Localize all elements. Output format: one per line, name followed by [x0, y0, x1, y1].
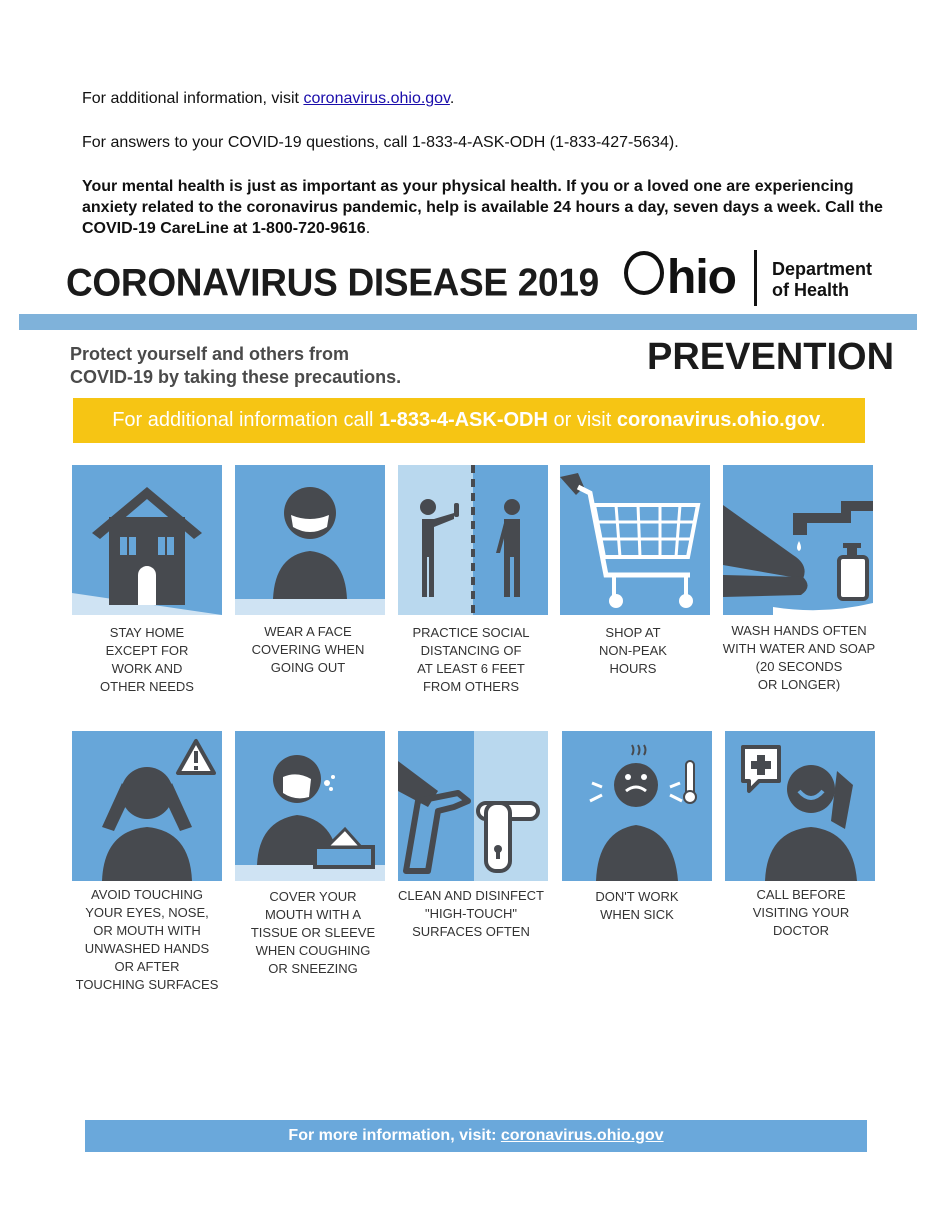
- info-suffix: .: [449, 90, 455, 107]
- mental-health-paragraph: [82, 176, 892, 239]
- banner-phone: 1-833-4-ASK-ODH: [379, 409, 548, 431]
- mental-health-text: Your mental health is just as important as your physical health. If you or a loved one are experiencing anxiety related to the coronavirus pandemic, help is available 24 hours a day, seven days a week. Call the COVID-19 CareLine at 1-800-720-9616: [82, 178, 883, 237]
- prevention-heading: PREVENTION: [647, 336, 895, 378]
- dept-line-1: Department: [772, 259, 873, 279]
- logo-divider: [754, 250, 757, 306]
- ohio-logo: [624, 250, 736, 305]
- shopping-cart-icon: [560, 465, 710, 615]
- caption-face-covering: WEAR A FACE COVERING WHEN GOING OUT: [251, 624, 365, 675]
- face-mask-icon: [235, 465, 385, 615]
- hand-washing-icon: [723, 465, 873, 615]
- footer-prefix: For more information, visit:: [288, 1127, 501, 1144]
- caption-clean-disinfect: CLEAN AND DISINFECT "HIGH-TOUCH" SURFACES OFTEN: [398, 888, 544, 939]
- caption-dont-work-sick: DON'T WORK WHEN SICK: [595, 889, 679, 922]
- house-icon: [72, 465, 222, 615]
- dept-line-2: of Health: [772, 280, 850, 300]
- banner-suffix: .: [820, 409, 826, 431]
- caption-cover-mouth: COVER YOUR MOUTH WITH A TISSUE OR SLEEVE WHEN COUGHING OR SNEEZING: [250, 889, 376, 976]
- info-prefix: For additional information, visit: [82, 90, 304, 107]
- call-doctor-icon: [725, 731, 875, 881]
- questions-line: For answers to your COVID-19 questions, call 1-833-4-ASK-ODH (1-833-427-5634).: [82, 134, 679, 151]
- protect-text: [70, 343, 401, 389]
- social-distance-icon: [398, 465, 548, 615]
- banner-mid: or visit: [547, 409, 617, 431]
- protect-line-1: Protect yourself and others from: [70, 344, 350, 364]
- caption-avoid-touching: AVOID TOUCHING YOUR EYES, NOSE, OR MOUTH WITH UNWASHED HANDS OR AFTER TOUCHING SURFACES: [75, 887, 219, 992]
- ohio-logo-word: hio: [667, 251, 736, 304]
- banner-prefix: For additional information call: [112, 409, 380, 431]
- ohio-logo-o-icon: [624, 251, 664, 295]
- mental-health-suffix: .: [365, 220, 371, 237]
- caption-wash-hands: WASH HANDS OFTEN WITH WATER AND SOAP (20 SECONDS OR LONGER): [722, 623, 876, 692]
- footer-bar: [85, 1120, 867, 1152]
- caption-shop: SHOP AT NON-PEAK HOURS: [599, 625, 667, 676]
- header-band: [19, 314, 917, 330]
- cough-tissue-icon: [235, 731, 385, 881]
- disinfect-spray-icon: [398, 731, 548, 881]
- department-name: [772, 259, 872, 301]
- info-banner: [73, 398, 865, 443]
- face-touch-warning-icon: [72, 731, 222, 881]
- protect-line-2: COVID-19 by taking these precautions.: [70, 367, 402, 387]
- caption-call-doctor: CALL BEFORE VISITING YOUR DOCTOR: [752, 887, 850, 938]
- sick-person-icon: [562, 731, 712, 881]
- coronavirus-site-link[interactable]: coronavirus.ohio.gov: [303, 90, 450, 107]
- caption-stay-home: STAY HOME EXCEPT FOR WORK AND OTHER NEEDS: [100, 625, 194, 694]
- footer-link[interactable]: coronavirus.ohio.gov: [500, 1127, 664, 1144]
- banner-site: coronavirus.ohio.gov: [616, 409, 821, 431]
- info-line: [82, 88, 454, 109]
- poster-title: CORONAVIRUS DISEASE 2019: [66, 260, 599, 304]
- caption-social-distance: PRACTICE SOCIAL DISTANCING OF AT LEAST 6 FEET FROM OTHERS: [412, 625, 530, 694]
